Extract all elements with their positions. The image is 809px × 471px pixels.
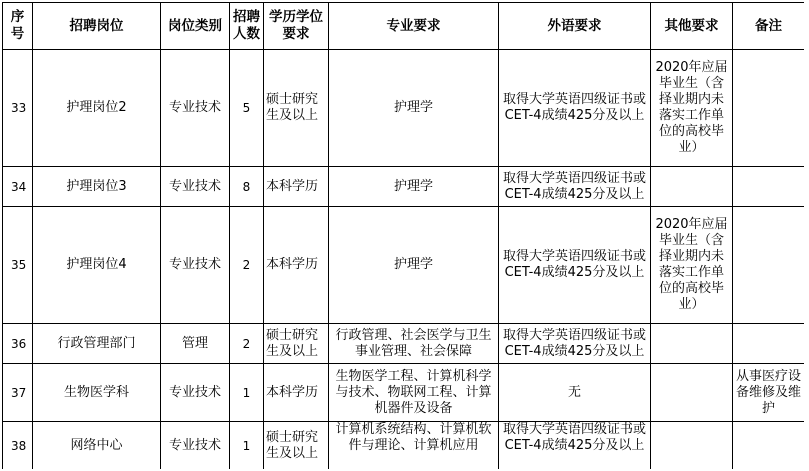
cell-major-wrap — [329, 422, 499, 470]
cell-language: 取得大学英语四级证书或CET-4成绩425分及以上 — [499, 50, 651, 167]
cell-notes — [733, 167, 805, 207]
cell-language: 取得大学英语四级证书或CET-4成绩425分及以上 — [502, 327, 646, 359]
header-category: 岗位类别 — [161, 3, 230, 50]
cell-position: 生物医学科 — [33, 364, 161, 422]
cell-other — [651, 167, 733, 207]
recruitment-table — [2, 2, 804, 469]
cell-category: 专业技术 — [161, 207, 230, 324]
cell-other — [651, 364, 733, 422]
cell-education: 本科学历 — [264, 207, 329, 324]
cell-position: 行政管理部门 — [33, 324, 161, 364]
cell-other: 2020年应届毕业生（含择业期内未落实工作单位的高校毕业） — [651, 50, 733, 167]
cell-category: 专业技术 — [161, 167, 230, 207]
table-row — [3, 324, 805, 364]
cell-language-wrap — [499, 422, 651, 470]
cell-education: 硕士研究生及以上 — [264, 324, 329, 364]
cell-notes — [733, 50, 805, 167]
cell-count: 5 — [230, 50, 264, 167]
cell-language: 无 — [499, 364, 651, 422]
cell-notes — [733, 324, 805, 364]
cell-language: 取得大学英语四级证书或CET-4成绩425分及以上 — [499, 207, 651, 324]
cell-major: 护理学 — [329, 207, 499, 324]
cell-education: 本科学历 — [264, 167, 329, 207]
cell-seq: 38 — [3, 422, 33, 470]
cell-language: 取得大学英语四级证书或CET-4成绩425分及以上 — [502, 170, 646, 202]
cell-major: 计算机系统结构、计算机软件与理论、计算机应用 — [335, 422, 492, 453]
header-position: 招聘岗位 — [33, 3, 161, 50]
header-row — [3, 3, 805, 50]
cell-major: 护理学 — [329, 50, 499, 167]
cell-major: 生物医学工程、计算机科学与技术、物联网工程、计算机器件及设备 — [329, 364, 499, 422]
cell-count: 1 — [230, 364, 264, 422]
cell-count: 1 — [230, 422, 264, 470]
cell-notes — [733, 422, 805, 470]
header-language: 外语要求 — [499, 3, 651, 50]
header-notes: 备注 — [733, 3, 805, 50]
cell-language: 取得大学英语四级证书或CET-4成绩425分及以上 — [502, 422, 646, 453]
cell-category: 专业技术 — [161, 364, 230, 422]
cell-other: 2020年应届毕业生（含择业期内未落实工作单位的高校毕业） — [651, 207, 733, 324]
table-row — [3, 422, 805, 470]
cell-count: 8 — [230, 167, 264, 207]
cell-education: 硕士研究生及以上 — [264, 50, 329, 167]
header-other: 其他要求 — [651, 3, 733, 50]
cell-seq: 37 — [3, 364, 33, 422]
table-row — [3, 50, 805, 167]
cell-seq: 34 — [3, 167, 33, 207]
cell-education: 硕士研究生及以上 — [264, 422, 329, 470]
table-row — [3, 167, 805, 207]
cell-position: 护理岗位4 — [33, 207, 161, 324]
cell-education: 本科学历 — [264, 364, 329, 422]
table-row — [3, 364, 805, 422]
header-education: 学历学位要求 — [264, 3, 329, 50]
cell-other — [651, 324, 733, 364]
cell-position: 网络中心 — [33, 422, 161, 470]
cell-notes: 从事医疗设备维修及维护 — [733, 364, 805, 422]
cell-seq: 33 — [3, 50, 33, 167]
cell-count: 2 — [230, 207, 264, 324]
cell-seq: 36 — [3, 324, 33, 364]
header-count: 招聘人数 — [230, 3, 264, 50]
cell-count: 2 — [230, 324, 264, 364]
cell-seq: 35 — [3, 207, 33, 324]
cell-language-wrap — [499, 167, 651, 207]
cell-category: 专业技术 — [161, 422, 230, 470]
header-major: 专业要求 — [329, 3, 499, 50]
cell-category: 管理 — [161, 324, 230, 364]
cell-major: 护理学 — [329, 167, 499, 207]
recruitment-table-sheet — [2, 2, 804, 469]
cell-position: 护理岗位2 — [33, 50, 161, 167]
cell-major: 行政管理、社会医学与卫生事业管理、社会保障 — [329, 324, 499, 364]
cell-category: 专业技术 — [161, 50, 230, 167]
cell-position: 护理岗位3 — [33, 167, 161, 207]
header-seq: 序号 — [3, 3, 33, 50]
table-row — [3, 207, 805, 324]
cell-language-wrap — [499, 324, 651, 364]
cell-notes — [733, 207, 805, 324]
cell-other — [651, 422, 733, 470]
